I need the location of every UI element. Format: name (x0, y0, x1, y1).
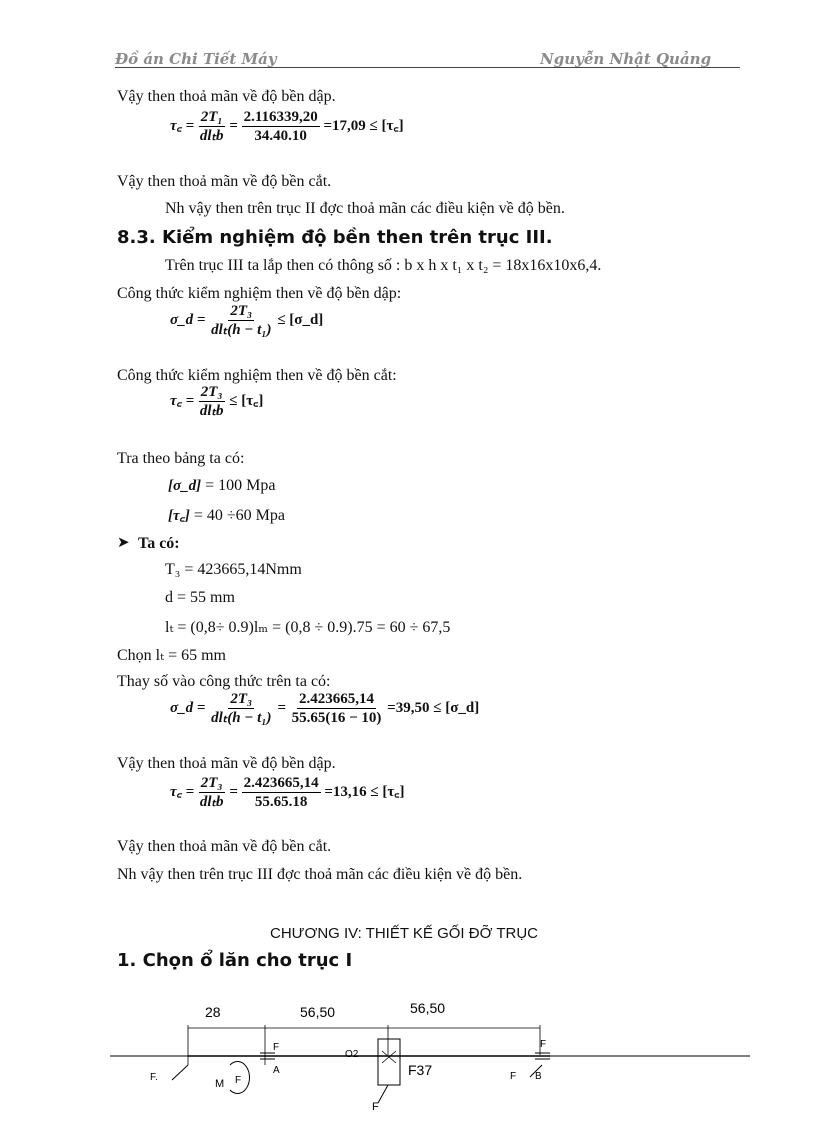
text-line: Vậy then thoả mãn về độ bền cắt. (117, 173, 332, 190)
dim-label: 56,50 (300, 1004, 336, 1020)
formula-shear (170, 383, 263, 420)
formula-rhs: ≤ [σ_d] (277, 311, 324, 328)
allowable-shear (168, 505, 285, 525)
text-line: Vậy then thoả mãn về độ bền cắt. (117, 838, 332, 855)
text-line: Công thức kiểm nghiệm then về độ bền dập: (117, 285, 402, 302)
text-line: lₜ = (0,8÷ 0.9)lₘ = (0,8 ÷ 0.9).75 = 60 ÷ 67,5 (165, 619, 451, 636)
section-heading: 1. Chọn ổ lăn cho trục I (117, 950, 353, 971)
fraction-num: 2T₃ (200, 384, 223, 400)
text-line: Vậy then thoả mãn về độ bền dập. (117, 755, 336, 772)
label: F (273, 1042, 280, 1053)
fraction-den: dlₜb (199, 794, 224, 810)
header-right: Nguyễn Nhật Quảng (540, 50, 712, 68)
formula-crush (170, 302, 323, 339)
label: F (372, 1101, 379, 1113)
fraction-num: 2T₃ (230, 303, 253, 319)
force-arrow (378, 1085, 388, 1103)
fraction (198, 108, 226, 145)
bullet-arrow-icon: ➤ (117, 533, 130, 551)
formula-rhs: =17,09 ≤ [τ꜀] (323, 117, 404, 134)
fraction-num: 2T₃ (230, 691, 253, 707)
formula-shear-values: τ꜀ = $\frac{\text{2T₃}}{\text{dlₜb}}$ = $\frac{2.423665,14}{55.65.18}$ =13,16 ≤ [τ꜀] (170, 775, 405, 810)
text-line: Tra theo bảng ta có: (117, 450, 245, 467)
fraction (209, 302, 273, 339)
label: O2 (345, 1049, 359, 1060)
text-line: Ta có: (138, 535, 180, 552)
formula-lhs: σ_d = (170, 311, 206, 328)
label: F (235, 1075, 242, 1086)
formula-rhs: ≤ [τ꜀] (229, 392, 264, 409)
text-line: Nh vậy then trên trục II đợc thoả mãn các điều kiện về độ bền. (165, 200, 565, 217)
label: A (273, 1065, 280, 1076)
fraction (242, 774, 321, 811)
fraction (242, 108, 320, 145)
text-line: Vậy then thoả mãn về độ bền dập. (117, 88, 336, 105)
text-line: T₃ = 423665,14Nmm (165, 561, 302, 578)
text-line: Chọn lₜ = 65 mm (117, 647, 226, 664)
label: F (540, 1039, 547, 1050)
allowable-crush (168, 477, 275, 495)
dim-label: 28 (205, 1004, 221, 1020)
shaft-diagram (110, 995, 750, 1120)
fraction-den: 34.40.10 (254, 128, 307, 144)
label: F (510, 1071, 517, 1082)
gear-box (378, 1039, 400, 1085)
fraction-num: 2.423665,14 (243, 775, 319, 791)
value: = 40 ÷60 Mpa (193, 507, 285, 524)
formula-lhs: τ꜀ = (170, 117, 195, 134)
fraction-den: 55.65(16 − 10) (291, 710, 382, 726)
header-divider (115, 67, 740, 68)
text-line: d = 55 mm (165, 589, 235, 606)
header-left: Đồ án Chi Tiết Máy (115, 50, 277, 68)
formula-shear-II: τ꜀ = $\frac{\text{2T₁}}{\text{dlₜb}}$ = $\frac{2.116339,20}{34.40.10}$ =17,09 ≤ [τ꜀] (170, 109, 404, 144)
text-line: Công thức kiểm nghiệm then về độ bền cắt: (117, 367, 397, 384)
fraction-den: dlₜb (199, 128, 224, 144)
section-heading: 8.3. Kiểm nghiệm độ bền then trên trục III. (117, 227, 553, 248)
formula-crush-values: σ_d = $\frac{\text{2T₃}}{\text{dlₜ(h − t₁)}}$ = $\frac{2.423665,14}{55.65(16 - 10)}$ =39,50 ≤ [σ_d] (170, 691, 480, 726)
fraction (198, 383, 226, 420)
dim-label: 56,50 (410, 1000, 446, 1016)
formula-lhs: τ꜀ = (170, 783, 195, 800)
page-number: F37 (408, 1062, 433, 1078)
label: M (215, 1078, 225, 1090)
formula-lhs: τ꜀ = (170, 392, 195, 409)
fraction-den: dlₜ(h − t₁) (211, 710, 272, 726)
fraction-num: 2T₁ (200, 109, 223, 125)
fraction-den: dlₜ(h − t₁) (211, 322, 272, 338)
text-line: Thay số vào công thức trên ta có: (117, 673, 331, 690)
symbol: [τ꜀] (168, 508, 190, 524)
formula-rhs: =13,16 ≤ [τ꜀] (324, 783, 405, 800)
force-arrow (172, 1065, 188, 1080)
symbol: [σ_d] (168, 478, 202, 494)
formula-rhs: =39,50 ≤ [σ_d] (387, 699, 480, 716)
fraction-den: dlₜb (199, 403, 224, 419)
formula-lhs: σ_d = (170, 699, 206, 716)
fraction (209, 690, 273, 727)
fraction-num: 2.423665,14 (299, 691, 375, 707)
fraction (290, 690, 384, 727)
text-line: Trên trục III ta lắp then có thông số : b x h x t₁ x t₂ = 18x16x10x6,4. (165, 257, 602, 274)
text-line: Nh vậy then trên trục III đợc thoả mãn các điều kiện về độ bền. (117, 866, 523, 883)
label: F. (150, 1072, 158, 1083)
fraction (198, 774, 226, 811)
fraction-num: 2T₃ (200, 775, 223, 791)
value: = 100 Mpa (205, 477, 276, 494)
chapter-title: CHƯƠNG IV: THIẾT KẾ GỐI ĐỠ TRỤC (270, 925, 539, 942)
label: B (535, 1071, 542, 1082)
fraction-den: 55.65.18 (254, 794, 308, 810)
fraction-num: 2.116339,20 (243, 109, 318, 125)
